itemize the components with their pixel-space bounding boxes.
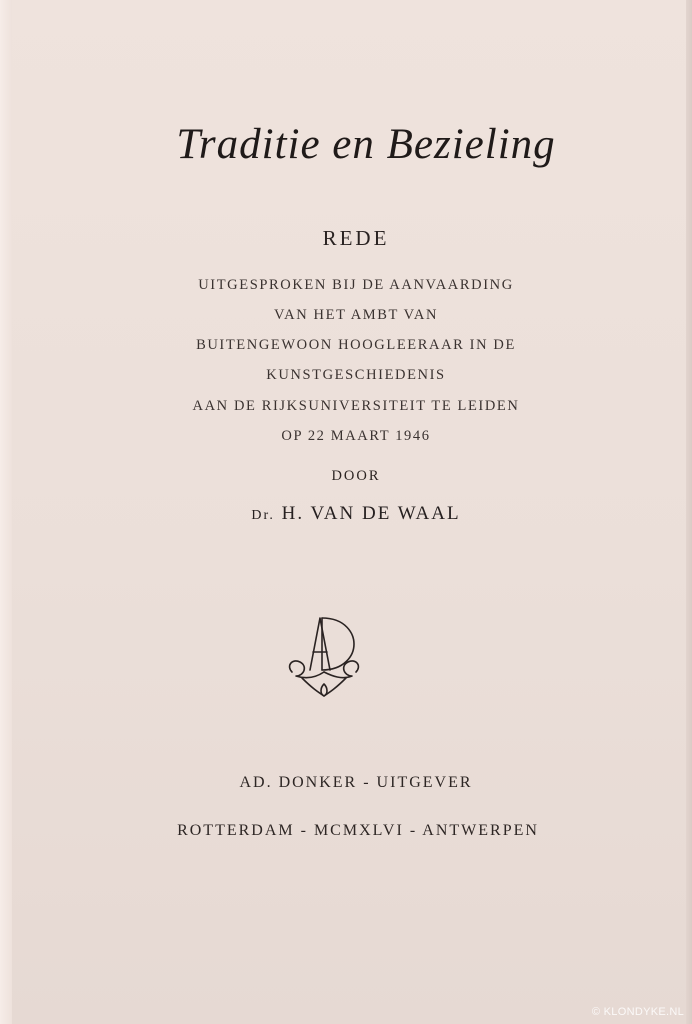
author-line <box>10 503 692 525</box>
body-line-3: BUITENGEWOON HOOGLEERAAR IN DE <box>196 337 516 353</box>
body-line-6: OP 22 MAART 1946 <box>281 428 431 444</box>
body-line-4: KUNSTGESCHIEDENIS <box>266 367 446 383</box>
publisher-line: AD. DONKER - UITGEVER <box>239 774 473 791</box>
watermark: © KLONDYKE.NL <box>591 1006 684 1018</box>
body-line-1: UITGESPROKEN BIJ DE AANVAARDING <box>198 277 514 293</box>
body-line-2: VAN HET AMBT VAN <box>273 307 439 323</box>
publisher-monogram-icon <box>282 604 366 700</box>
book-subtitle: REDE <box>322 226 390 250</box>
book-title: Traditie en Bezieling <box>176 121 556 168</box>
by-label: DOOR <box>331 468 381 484</box>
author-name: H. VAN DE WAAL <box>281 503 461 524</box>
body-line-5: AAN DE RIJKSUNIVERSITEIT TE LEIDEN <box>192 398 520 414</box>
place-date-line: ROTTERDAM - MCMXLVI - ANTWERPEN <box>177 822 539 839</box>
author-prefix: Dr. <box>251 508 275 523</box>
